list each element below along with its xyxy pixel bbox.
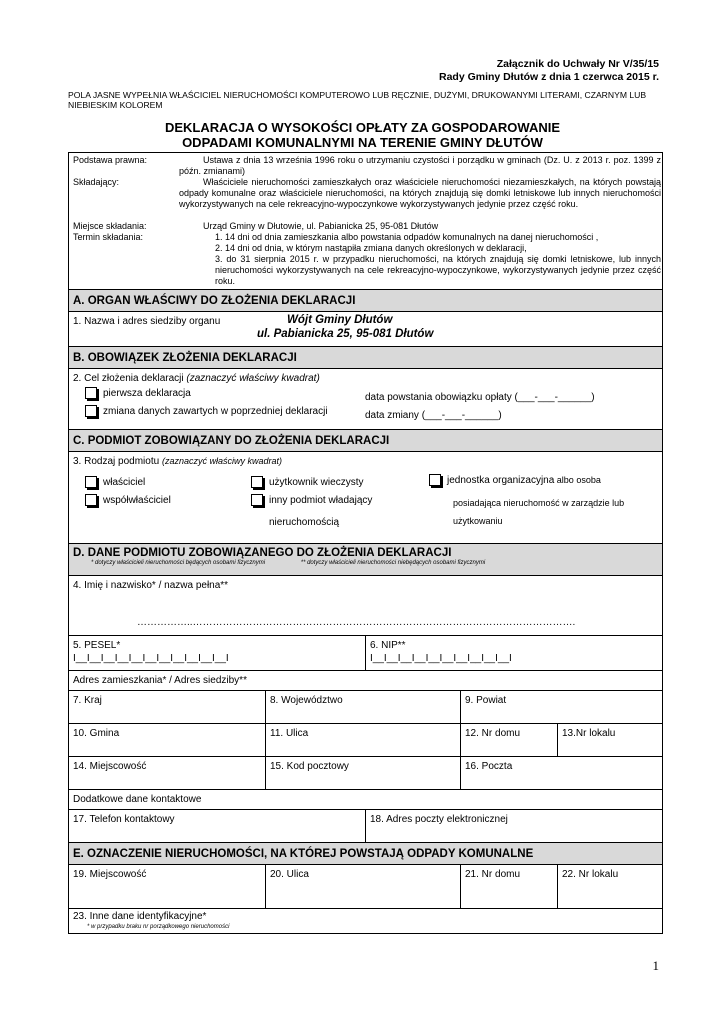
property-locality-field[interactable]: 19. Miejscowość — [73, 869, 147, 880]
contact-label: Dodatkowe dane kontaktowe — [73, 794, 202, 805]
perpetual-user-label: użytkownik wieczysty — [269, 477, 364, 488]
org-unit-label-suffix: albo osoba — [554, 475, 601, 485]
voivodeship-field[interactable]: 8. Województwo — [265, 691, 460, 723]
section-a-title: A. ORGAN WŁAŚCIWY DO ZŁOŻENIA DEKLARACJI — [69, 289, 662, 311]
entity-type-label: 3. Rodzaj podmiotu — [73, 456, 160, 467]
form-title-line2: ODPADAMI KOMUNALNYMI NA TERENIE GMINY DŁUTÓW — [182, 135, 543, 150]
owner-checkbox[interactable] — [85, 476, 97, 488]
legal-basis-text: Ustawa z dnia 13 września 1996 roku o utrzymaniu czystości i porządku w gminach (Dz. U. z 2013 r. poz. 1399 z późn. zmianami) — [179, 155, 661, 176]
section-b-title: B. OBOWIĄZEK ZŁOŻENIA DEKLARACJI — [69, 346, 662, 368]
nip-label: 6. NIP** — [370, 640, 406, 651]
deadline-label: Termin składania: — [73, 232, 144, 242]
country-field[interactable]: 7. Kraj — [73, 695, 102, 706]
pesel-label: 5. PESEL* — [73, 640, 121, 651]
declaration-form — [68, 152, 663, 934]
flat-number-field[interactable]: 13.Nr lokalu — [557, 724, 662, 756]
entity-type-hint: (zaznaczyć właściwy kwadrat) — [161, 456, 282, 466]
purpose-row — [69, 368, 662, 429]
county-field[interactable]: 9. Powiat — [460, 691, 662, 723]
organ-label: 1. Nazwa i adres siedziby organu — [73, 316, 221, 327]
other-entity-label: inny podmiot władający — [269, 495, 373, 506]
resolution-reference: Załącznik do Uchwały Nr V/35/15 — [496, 58, 659, 70]
change-declaration-label: zmiana danych zawartych w poprzedniej deklaracji — [103, 406, 328, 417]
purpose-label: 2. Cel złożenia deklaracji — [73, 373, 184, 384]
other-id-field[interactable]: 23. Inne dane identyfikacyjne* — [73, 911, 207, 922]
section-c-title: C. PODMIOT ZOBOWIĄZANY DO ZŁOŻENIA DEKLARACJI — [69, 429, 662, 451]
other-id-note: * w przypadku braku nr porządkowego nieruchomości — [87, 924, 230, 930]
change-date-field[interactable]: data zmiany (___-___-______) — [365, 410, 502, 421]
legal-basis-label: Podstawa prawna: — [73, 155, 148, 165]
other-entity-label-cont: nieruchomością — [269, 517, 340, 528]
deadline-item-2: 2. 14 dni od dnia, w którym nastąpiła zmiana danych określonych w deklaracji, — [215, 243, 527, 253]
organ-address: ul. Pabianicka 25, 95-081 Dłutów — [257, 328, 434, 340]
locality-field[interactable]: 14. Miejscowość — [73, 761, 147, 772]
footnote-natural-persons: * dotyczy właścicieli nieruchomości będących osobami fizycznymi — [91, 560, 266, 566]
perpetual-user-checkbox[interactable] — [251, 476, 263, 488]
form-title-line1: DEKLARACJA O WYSOKOŚCI OPŁATY ZA GOSPODAROWANIE — [164, 120, 561, 135]
place-label: Miejsce składania: — [73, 221, 147, 231]
street-field[interactable]: 11. Ulica — [265, 724, 460, 756]
municipality-field[interactable]: 10. Gmina — [73, 728, 120, 739]
org-unit-label-2: posiadająca nieruchomość w zarządzie lub — [453, 498, 625, 508]
section-d-title: D. DANE PODMIOTU ZOBOWIĄZANEGO DO ZŁOŻENIA DEKLARACJI — [73, 547, 452, 559]
email-field[interactable]: 18. Adres poczty elektronicznej — [365, 810, 662, 842]
contact-row — [69, 809, 662, 842]
contact-header-row — [69, 789, 662, 809]
first-declaration-label: pierwsza deklaracja — [103, 388, 191, 399]
coowner-checkbox[interactable] — [85, 494, 97, 506]
address-row-3 — [69, 756, 662, 789]
filer-text: Właściciele nieruchomości zamieszkałych oraz właściciele nieruchomości niezamieszkałych, na których powstają odpady komunalne oraz właściciele nieruchomości, na których znajdują się domki letniskowe lub innych nieruchomości wykorzystywanych na cele rekreacyjno-wypoczynkowe wykorzystywanych jedynie przez część roku. — [179, 177, 661, 209]
section-d-header — [69, 543, 662, 575]
intro-block — [69, 153, 662, 289]
other-id-row — [69, 908, 662, 933]
property-row — [69, 864, 662, 908]
filer-label: Składający: — [73, 177, 120, 187]
footnote-legal-persons: ** dotyczy właścicieli nieruchomości niebędących osobami fizycznymi — [300, 560, 486, 566]
name-row — [69, 575, 662, 635]
purpose-hint: (zaznaczyć właściwy kwadrat) — [186, 373, 320, 384]
change-declaration-checkbox[interactable] — [85, 405, 97, 417]
fill-instruction: POLA JASNE WYPEŁNIA WŁAŚCICIEL NIERUCHOMOŚCI KOMPUTEROWO LUB RĘCZNIE, DUŻYMI, DRUKOWANYMI LITERAMI, CZARNYM LUB NIEBIESKIM KOLOREM — [68, 90, 647, 110]
address-row-2 — [69, 723, 662, 756]
pesel-input[interactable]: I__I__I__I__I__I__I__I__I__I__I__I — [73, 653, 229, 664]
house-number-field[interactable]: 12. Nr domu — [460, 724, 557, 756]
organ-name: Wójt Gminy Dłutów — [287, 314, 393, 326]
address-row-1 — [69, 690, 662, 723]
property-street-field[interactable]: 20. Ulica — [265, 865, 460, 908]
address-label: Adres zamieszkania* / Adres siedziby** — [73, 675, 247, 686]
owner-label: właściciel — [103, 477, 146, 488]
address-header-row — [69, 670, 662, 690]
org-unit-label: jednostka organizacyjna — [447, 475, 555, 486]
property-flat-number-field[interactable]: 22. Nr lokalu — [557, 865, 662, 908]
obligation-date-field[interactable]: data powstania obowiązku opłaty (___-___-______) — [365, 392, 595, 403]
phone-field[interactable]: 17. Telefon kontaktowy — [73, 814, 175, 825]
page-number: 1 — [652, 958, 659, 973]
name-input[interactable]: ……………..……………………………………………………………………………………………………. — [137, 617, 576, 628]
name-label: 4. Imię i nazwisko* / nazwa pełna** — [73, 580, 229, 591]
post-office-field[interactable]: 16. Poczta — [460, 757, 662, 789]
property-house-number-field[interactable]: 21. Nr domu — [460, 865, 557, 908]
organ-row — [69, 311, 662, 346]
org-unit-checkbox[interactable] — [429, 474, 441, 486]
postal-code-field[interactable]: 15. Kod pocztowy — [265, 757, 460, 789]
coowner-label: współwłaściciel — [103, 495, 171, 506]
nip-input[interactable]: I__I__I__I__I__I__I__I__I__I__I — [370, 653, 512, 664]
other-entity-checkbox[interactable] — [251, 494, 263, 506]
section-e-title: E. OZNACZENIE NIERUCHOMOŚCI, NA KTÓREJ POWSTAJĄ ODPADY KOMUNALNE — [69, 842, 662, 864]
id-row — [69, 635, 662, 670]
first-declaration-checkbox[interactable] — [85, 387, 97, 399]
org-unit-label-3: użytkowaniu — [453, 516, 503, 526]
deadline-item-3: 3. do 31 sierpnia 2015 r. w przypadku nieruchomości, na których znajdują się domki letniskowe, lub innych nieruchomości wykorzystywanych na cele rekreacyjno-wypoczynkowe, wykorzystywanych jedynie przez część roku. — [215, 254, 661, 286]
place-text: Urząd Gminy w Dłutowie, ul. Pabianicka 25, 95-081 Dłutów — [203, 221, 439, 231]
council-date: Rady Gminy Dłutów z dnia 1 czerwca 2015 r. — [439, 71, 659, 83]
deadline-item-1: 1. 14 dni od dnia zamieszkania albo powstania odpadów komunalnych na danej nieruchomości , — [215, 232, 599, 242]
entity-type-row — [69, 451, 662, 543]
